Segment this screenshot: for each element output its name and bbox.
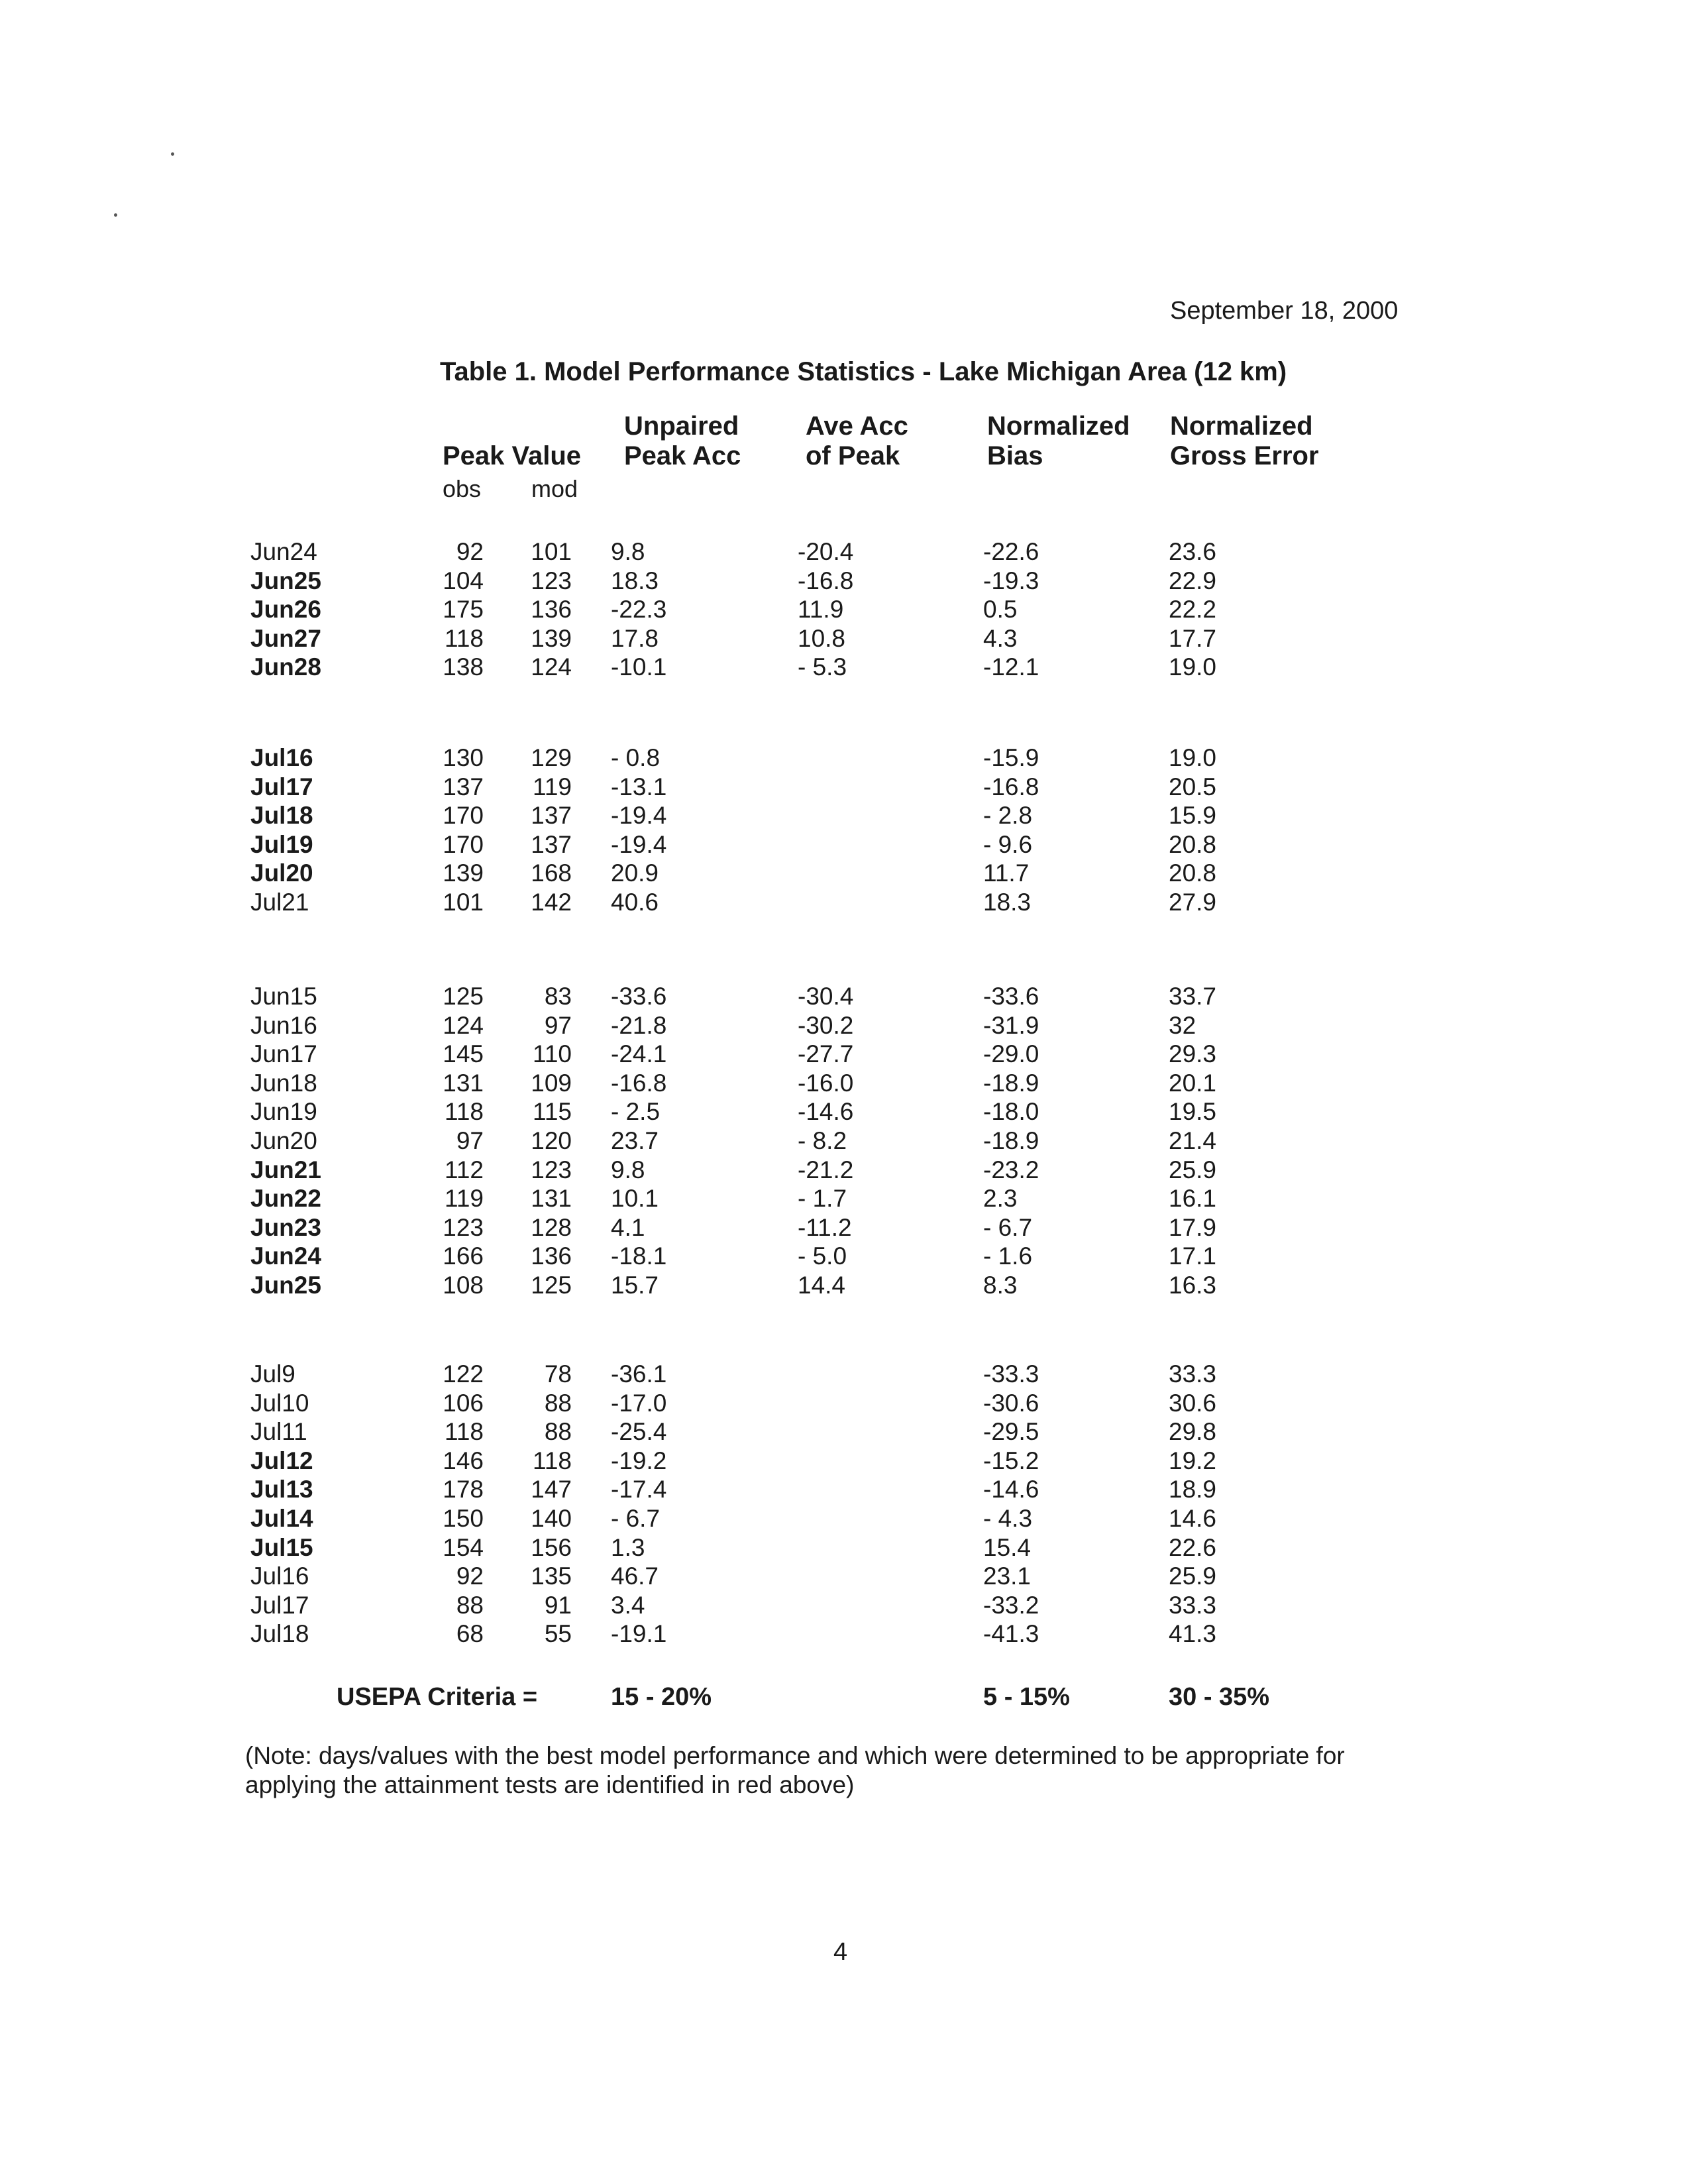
- header-gross-error-line2: Gross Error: [1170, 441, 1319, 470]
- row-mod: 110: [533, 1040, 572, 1067]
- row-unpaired-peak-acc: -19.1: [611, 1620, 667, 1647]
- table-row: [0, 538, 1696, 568]
- row-unpaired-peak-acc: 18.3: [611, 567, 659, 594]
- row-unpaired-peak-acc: 17.8: [611, 625, 659, 652]
- row-obs: 130: [443, 744, 484, 771]
- row-ave-acc-of-peak: -16.0: [798, 1069, 854, 1097]
- row-normalized-bias: -18.9: [983, 1127, 1039, 1154]
- row-day: Jun23: [250, 1214, 321, 1241]
- row-unpaired-peak-acc: 15.7: [611, 1272, 659, 1299]
- row-mod: 140: [531, 1505, 572, 1532]
- row-ave-acc-of-peak: -14.6: [798, 1098, 854, 1125]
- row-mod: 137: [531, 802, 572, 829]
- row-mod: 156: [531, 1534, 572, 1561]
- row-day: Jul18: [250, 802, 313, 829]
- table-row: [0, 1040, 1696, 1070]
- row-normalized-bias: 15.4: [983, 1534, 1032, 1561]
- row-unpaired-peak-acc: -21.8: [611, 1012, 667, 1039]
- row-mod: 115: [533, 1098, 572, 1125]
- row-obs: 138: [443, 653, 484, 681]
- table-row: [0, 625, 1696, 655]
- row-ave-acc-of-peak: - 8.2: [798, 1127, 847, 1154]
- row-normalized-bias: - 9.6: [983, 831, 1033, 858]
- row-obs: 108: [443, 1272, 484, 1299]
- row-normalized-bias: 4.3: [983, 625, 1018, 652]
- row-unpaired-peak-acc: 1.3: [611, 1534, 645, 1561]
- row-normalized-bias: 18.3: [983, 889, 1032, 916]
- table-row: [0, 1214, 1696, 1244]
- row-normalized-gross-error: 18.9: [1169, 1476, 1217, 1503]
- table-row: [0, 1620, 1696, 1650]
- row-normalized-gross-error: 17.7: [1169, 625, 1217, 652]
- row-obs: 131: [443, 1069, 484, 1097]
- row-ave-acc-of-peak: 10.8: [798, 625, 846, 652]
- row-unpaired-peak-acc: 23.7: [611, 1127, 659, 1154]
- table-row: [0, 1242, 1696, 1272]
- row-obs: 124: [443, 1012, 484, 1039]
- row-normalized-gross-error: 32: [1169, 1012, 1196, 1039]
- row-day: Jun17: [250, 1040, 317, 1067]
- table-note: (Note: days/values with the best model performance and which were determined to be appropriate for applying the attainment tests are identified in red above): [245, 1742, 1345, 1798]
- row-normalized-bias: -18.9: [983, 1069, 1039, 1097]
- table-row: [0, 1534, 1696, 1564]
- row-day: Jul17: [250, 1592, 309, 1619]
- row-normalized-gross-error: 19.2: [1169, 1447, 1217, 1474]
- row-obs: 104: [443, 567, 484, 594]
- row-mod: 136: [531, 596, 572, 623]
- table-row: [0, 802, 1696, 832]
- row-obs: 146: [443, 1447, 484, 1474]
- table-title: Table 1. Model Performance Statistics - Lake Michigan Area (12 km): [440, 357, 1287, 386]
- row-normalized-bias: - 6.7: [983, 1214, 1033, 1241]
- row-normalized-bias: -22.6: [983, 538, 1039, 565]
- row-normalized-bias: 2.3: [983, 1185, 1018, 1212]
- row-obs: 125: [443, 983, 484, 1010]
- row-obs: 92: [456, 538, 484, 565]
- table-row: [0, 1447, 1696, 1477]
- row-day: Jul9: [250, 1360, 295, 1388]
- row-day: Jun18: [250, 1069, 317, 1097]
- row-mod: 88: [544, 1390, 572, 1417]
- row-obs: 106: [443, 1390, 484, 1417]
- row-normalized-bias: -16.8: [983, 773, 1039, 800]
- criteria-gross-error: 30 - 35%: [1169, 1683, 1270, 1711]
- row-unpaired-peak-acc: 40.6: [611, 889, 659, 916]
- row-mod: 118: [533, 1447, 572, 1474]
- row-day: Jul19: [250, 831, 313, 858]
- row-unpaired-peak-acc: -22.3: [611, 596, 667, 623]
- header-gross-error-line1: Normalized: [1170, 411, 1313, 441]
- row-normalized-bias: -19.3: [983, 567, 1039, 594]
- row-obs: 122: [443, 1360, 484, 1388]
- header-ave-acc-line2: of Peak: [806, 441, 900, 470]
- row-normalized-gross-error: 41.3: [1169, 1620, 1217, 1647]
- row-normalized-gross-error: 30.6: [1169, 1390, 1217, 1417]
- row-normalized-gross-error: 25.9: [1169, 1562, 1217, 1590]
- table-row: [0, 831, 1696, 861]
- row-mod: 142: [531, 889, 572, 916]
- table-row: [0, 1069, 1696, 1099]
- row-day: Jun21: [250, 1156, 321, 1183]
- row-unpaired-peak-acc: 3.4: [611, 1592, 645, 1619]
- row-normalized-bias: -33.2: [983, 1592, 1039, 1619]
- row-normalized-gross-error: 22.6: [1169, 1534, 1217, 1561]
- row-obs: 123: [443, 1214, 484, 1241]
- row-unpaired-peak-acc: -33.6: [611, 983, 667, 1010]
- table-row: [0, 1012, 1696, 1042]
- header-normalized-bias-line1: Normalized: [987, 411, 1130, 441]
- row-day: Jun24: [250, 1242, 321, 1270]
- row-day: Jun24: [250, 538, 317, 565]
- document-date: September 18, 2000: [1170, 297, 1399, 325]
- row-mod: 129: [531, 744, 572, 771]
- row-unpaired-peak-acc: -16.8: [611, 1069, 667, 1097]
- row-obs: 118: [445, 625, 484, 652]
- row-day: Jul17: [250, 773, 313, 800]
- row-obs: 118: [445, 1098, 484, 1125]
- row-normalized-bias: -31.9: [983, 1012, 1039, 1039]
- row-day: Jun28: [250, 653, 321, 681]
- row-obs: 137: [443, 773, 484, 800]
- row-normalized-bias: -29.0: [983, 1040, 1039, 1067]
- row-normalized-gross-error: 17.9: [1169, 1214, 1217, 1241]
- row-obs: 170: [443, 802, 484, 829]
- row-unpaired-peak-acc: - 6.7: [611, 1505, 661, 1532]
- row-ave-acc-of-peak: -30.4: [798, 983, 854, 1010]
- scan-speck: [114, 213, 117, 217]
- row-unpaired-peak-acc: 9.8: [611, 1156, 645, 1183]
- row-obs: 139: [443, 859, 484, 887]
- row-day: Jun27: [250, 625, 321, 652]
- row-mod: 125: [531, 1272, 572, 1299]
- header-unpaired-line1: Unpaired: [624, 411, 739, 441]
- row-mod: 131: [531, 1185, 572, 1212]
- row-mod: 83: [544, 983, 572, 1010]
- row-normalized-gross-error: 33.3: [1169, 1360, 1217, 1388]
- table-row: [0, 1185, 1696, 1215]
- row-unpaired-peak-acc: -13.1: [611, 773, 667, 800]
- row-mod: 147: [531, 1476, 572, 1503]
- row-normalized-gross-error: 29.3: [1169, 1040, 1217, 1067]
- row-unpaired-peak-acc: 10.1: [611, 1185, 659, 1212]
- row-normalized-gross-error: 22.9: [1169, 567, 1217, 594]
- header-obs: obs: [443, 475, 482, 502]
- row-mod: 109: [531, 1069, 572, 1097]
- row-normalized-bias: -41.3: [983, 1620, 1039, 1647]
- table-row: [0, 1562, 1696, 1592]
- row-day: Jul21: [250, 889, 309, 916]
- row-obs: 88: [456, 1592, 484, 1619]
- table-row: [0, 1360, 1696, 1390]
- row-day: Jul11: [250, 1418, 307, 1445]
- row-unpaired-peak-acc: - 0.8: [611, 744, 661, 771]
- row-normalized-bias: -23.2: [983, 1156, 1039, 1183]
- row-normalized-gross-error: 22.2: [1169, 596, 1217, 623]
- row-day: Jun15: [250, 983, 317, 1010]
- page-number: 4: [833, 1938, 848, 1966]
- row-obs: 154: [443, 1534, 484, 1561]
- row-obs: 119: [445, 1185, 484, 1212]
- row-ave-acc-of-peak: - 5.3: [798, 653, 847, 681]
- row-day: Jul20: [250, 859, 313, 887]
- table-row: [0, 1418, 1696, 1448]
- row-unpaired-peak-acc: 9.8: [611, 538, 645, 565]
- row-normalized-gross-error: 33.7: [1169, 983, 1217, 1010]
- row-ave-acc-of-peak: 11.9: [798, 596, 844, 623]
- row-normalized-gross-error: 23.6: [1169, 538, 1217, 565]
- header-ave-acc-line1: Ave Acc: [806, 411, 908, 441]
- row-unpaired-peak-acc: -10.1: [611, 653, 667, 681]
- row-mod: 139: [531, 625, 572, 652]
- row-mod: 119: [533, 773, 572, 800]
- row-normalized-gross-error: 20.8: [1169, 831, 1217, 858]
- row-day: Jul18: [250, 1620, 309, 1647]
- table-row: [0, 1390, 1696, 1419]
- row-obs: 97: [456, 1127, 484, 1154]
- row-unpaired-peak-acc: 4.1: [611, 1214, 645, 1241]
- row-day: Jul15: [250, 1534, 313, 1561]
- row-unpaired-peak-acc: -17.0: [611, 1390, 667, 1417]
- row-normalized-gross-error: 25.9: [1169, 1156, 1217, 1183]
- table-row: [0, 859, 1696, 889]
- table-row: [0, 1592, 1696, 1621]
- row-mod: 101: [531, 538, 572, 565]
- row-day: Jul10: [250, 1390, 309, 1417]
- table-row: [0, 1127, 1696, 1157]
- row-ave-acc-of-peak: -30.2: [798, 1012, 854, 1039]
- row-normalized-gross-error: 29.8: [1169, 1418, 1217, 1445]
- table-row: [0, 1476, 1696, 1505]
- row-normalized-bias: -29.5: [983, 1418, 1039, 1445]
- row-obs: 101: [443, 889, 484, 916]
- header-unpaired-line2: Peak Acc: [624, 441, 741, 470]
- row-normalized-gross-error: 20.1: [1169, 1069, 1217, 1097]
- scan-speck: [171, 152, 174, 156]
- row-day: Jul12: [250, 1447, 313, 1474]
- table-row: [0, 744, 1696, 774]
- row-normalized-bias: 23.1: [983, 1562, 1032, 1590]
- row-unpaired-peak-acc: 20.9: [611, 859, 659, 887]
- row-normalized-gross-error: 19.5: [1169, 1098, 1217, 1125]
- row-normalized-bias: - 4.3: [983, 1505, 1033, 1532]
- row-normalized-bias: -12.1: [983, 653, 1039, 681]
- row-normalized-bias: 11.7: [983, 859, 1030, 887]
- table-row: [0, 1156, 1696, 1186]
- row-day: Jul13: [250, 1476, 313, 1503]
- criteria-normalized-bias: 5 - 15%: [983, 1683, 1070, 1711]
- row-ave-acc-of-peak: -20.4: [798, 538, 854, 565]
- row-obs: 170: [443, 831, 484, 858]
- row-normalized-bias: -15.9: [983, 744, 1039, 771]
- table-row: [0, 983, 1696, 1012]
- row-obs: 118: [445, 1418, 484, 1445]
- row-normalized-bias: - 1.6: [983, 1242, 1033, 1270]
- row-ave-acc-of-peak: 14.4: [798, 1272, 846, 1299]
- row-unpaired-peak-acc: -25.4: [611, 1418, 667, 1445]
- row-obs: 178: [443, 1476, 484, 1503]
- table-row: [0, 596, 1696, 626]
- row-normalized-gross-error: 19.0: [1169, 744, 1217, 771]
- row-normalized-bias: 8.3: [983, 1272, 1018, 1299]
- table-row: [0, 773, 1696, 803]
- row-unpaired-peak-acc: -36.1: [611, 1360, 667, 1388]
- criteria-label: USEPA Criteria =: [337, 1683, 538, 1711]
- row-day: Jun20: [250, 1127, 317, 1154]
- row-obs: 145: [443, 1040, 484, 1067]
- row-unpaired-peak-acc: -19.4: [611, 831, 667, 858]
- row-normalized-bias: 0.5: [983, 596, 1018, 623]
- row-ave-acc-of-peak: - 1.7: [798, 1185, 847, 1212]
- row-day: Jun26: [250, 596, 321, 623]
- row-normalized-bias: -18.0: [983, 1098, 1039, 1125]
- row-unpaired-peak-acc: -19.4: [611, 802, 667, 829]
- row-day: Jul16: [250, 1562, 309, 1590]
- row-normalized-gross-error: 27.9: [1169, 889, 1217, 916]
- header-normalized-bias-line2: Bias: [987, 441, 1043, 470]
- row-day: Jun19: [250, 1098, 317, 1125]
- row-normalized-gross-error: 14.6: [1169, 1505, 1217, 1532]
- header-mod: mod: [531, 475, 578, 502]
- row-mod: 78: [544, 1360, 572, 1388]
- row-mod: 97: [544, 1012, 572, 1039]
- row-mod: 120: [531, 1127, 572, 1154]
- row-mod: 135: [531, 1562, 572, 1590]
- table-row: [0, 653, 1696, 683]
- row-obs: 112: [445, 1156, 484, 1183]
- row-normalized-bias: - 2.8: [983, 802, 1033, 829]
- row-day: Jun25: [250, 1272, 321, 1299]
- row-normalized-bias: -14.6: [983, 1476, 1039, 1503]
- table-row: [0, 567, 1696, 597]
- row-day: Jun25: [250, 567, 321, 594]
- header-peak-value: Peak Value: [443, 441, 582, 470]
- row-normalized-gross-error: 33.3: [1169, 1592, 1217, 1619]
- row-mod: 88: [544, 1418, 572, 1445]
- row-mod: 136: [531, 1242, 572, 1270]
- row-normalized-gross-error: 20.5: [1169, 773, 1217, 800]
- row-mod: 123: [531, 1156, 572, 1183]
- row-obs: 166: [443, 1242, 484, 1270]
- row-normalized-gross-error: 21.4: [1169, 1127, 1217, 1154]
- row-normalized-bias: -30.6: [983, 1390, 1039, 1417]
- row-unpaired-peak-acc: - 2.5: [611, 1098, 661, 1125]
- row-normalized-gross-error: 20.8: [1169, 859, 1217, 887]
- row-ave-acc-of-peak: - 5.0: [798, 1242, 847, 1270]
- criteria-unpaired: 15 - 20%: [611, 1683, 712, 1711]
- row-obs: 92: [456, 1562, 484, 1590]
- table-row: [0, 1505, 1696, 1535]
- table-row: [0, 889, 1696, 918]
- row-ave-acc-of-peak: -27.7: [798, 1040, 854, 1067]
- row-obs: 175: [443, 596, 484, 623]
- row-mod: 124: [531, 653, 572, 681]
- row-normalized-bias: -15.2: [983, 1447, 1039, 1474]
- row-normalized-gross-error: 17.1: [1169, 1242, 1217, 1270]
- row-obs: 150: [443, 1505, 484, 1532]
- row-unpaired-peak-acc: 46.7: [611, 1562, 659, 1590]
- row-unpaired-peak-acc: -19.2: [611, 1447, 667, 1474]
- row-day: Jul14: [250, 1505, 313, 1532]
- row-normalized-gross-error: 16.1: [1169, 1185, 1217, 1212]
- row-normalized-gross-error: 15.9: [1169, 802, 1217, 829]
- row-mod: 137: [531, 831, 572, 858]
- row-day: Jul16: [250, 744, 313, 771]
- row-mod: 168: [531, 859, 572, 887]
- row-obs: 68: [456, 1620, 484, 1647]
- row-normalized-bias: -33.3: [983, 1360, 1039, 1388]
- row-day: Jun16: [250, 1012, 317, 1039]
- row-unpaired-peak-acc: -24.1: [611, 1040, 667, 1067]
- row-normalized-bias: -33.6: [983, 983, 1039, 1010]
- row-day: Jun22: [250, 1185, 321, 1212]
- table-row: [0, 1272, 1696, 1301]
- row-ave-acc-of-peak: -11.2: [798, 1214, 852, 1241]
- row-mod: 123: [531, 567, 572, 594]
- row-ave-acc-of-peak: -21.2: [798, 1156, 854, 1183]
- row-unpaired-peak-acc: -18.1: [611, 1242, 667, 1270]
- row-unpaired-peak-acc: -17.4: [611, 1476, 667, 1503]
- row-normalized-gross-error: 19.0: [1169, 653, 1217, 681]
- row-mod: 55: [544, 1620, 572, 1647]
- row-mod: 91: [544, 1592, 572, 1619]
- row-mod: 128: [531, 1214, 572, 1241]
- table-row: [0, 1098, 1696, 1128]
- row-ave-acc-of-peak: -16.8: [798, 567, 854, 594]
- row-normalized-gross-error: 16.3: [1169, 1272, 1217, 1299]
